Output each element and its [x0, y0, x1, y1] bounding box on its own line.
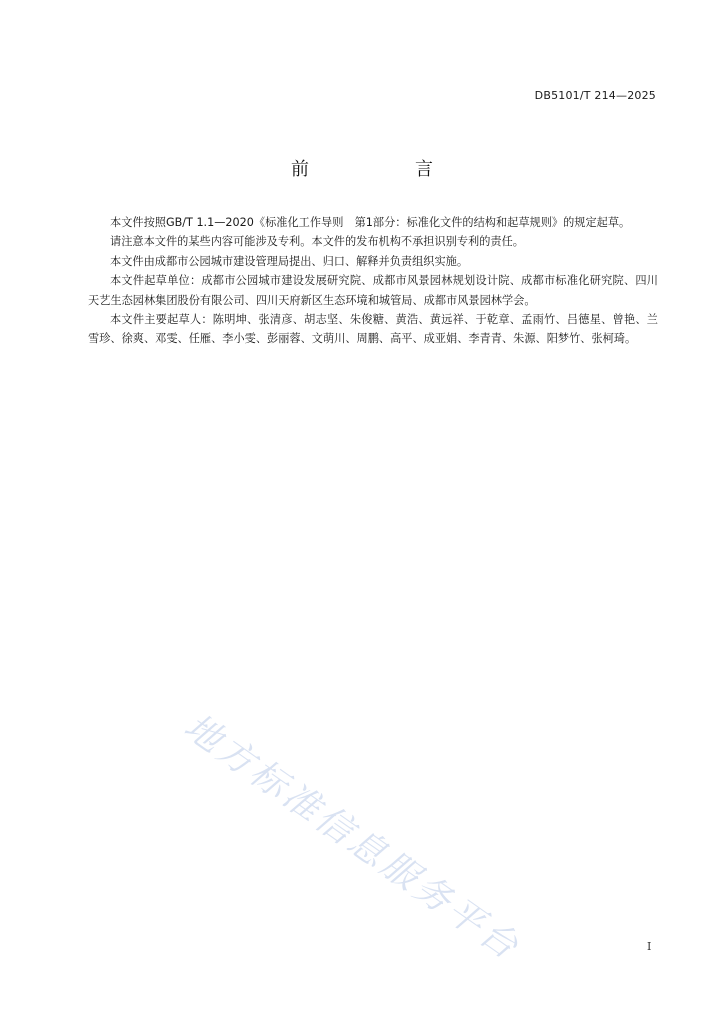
paragraph-drafters: 本文件主要起草人：陈明坤、张清彦、胡志坚、朱俊糖、黄浩、黄远祥、于乾章、孟雨竹、吕德星、曾艳、兰雪珍、徐爽、邓雯、任雁、李小雯、彭丽蓉、文萌川、周鹏、高平、成亚娟、李青青、朱源、阳梦竹、张柯琦。 [88, 313, 658, 346]
page-title: 前 言 [291, 159, 477, 180]
watermark: 地方标准信息服务平台 [176, 706, 528, 970]
foreword-body [88, 213, 658, 349]
page-number: I [647, 940, 652, 953]
standard-code: DB5101/T 214—2025 [534, 89, 656, 102]
paragraph-patent-notice: 请注意本文件的某些内容可能涉及专利。本文件的发布机构不承担识别专利的责任。 [110, 235, 524, 249]
paragraph-proposer: 本文件由成都市公园城市建设管理局提出、归口、解释并负责组织实施。 [110, 254, 469, 268]
paragraph-drafting-rules: 本文件按照GB/T 1.1—2020《标准化工作导则 第1部分：标准化文件的结构和起草规则》的规定起草。 [110, 216, 631, 229]
paragraph-drafting-units: 本文件起草单位：成都市公园城市建设发展研究院、成都市风景园林规划设计院、成都市标准化研究院、四川天艺生态园林集团股份有限公司、四川天府新区生态环境和城管局、成都市风景园林学会。 [88, 274, 658, 307]
